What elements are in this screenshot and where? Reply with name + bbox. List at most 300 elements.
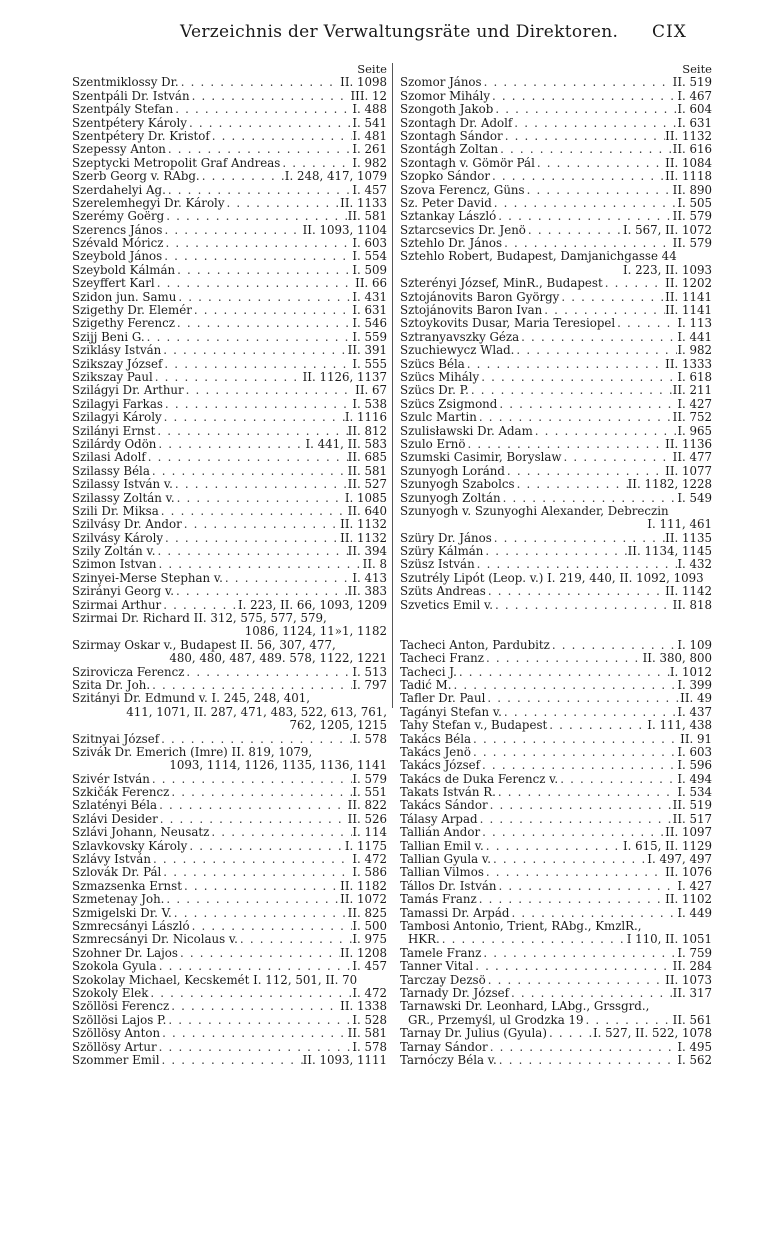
leader-dots — [155, 545, 347, 558]
index-entry — [72, 746, 387, 759]
leader-dots — [484, 866, 665, 879]
entry-page-reference: II. 383 — [347, 585, 387, 599]
entry-page-reference: II. 1142 — [665, 585, 712, 599]
entry-name: Szomor Mihály — [400, 89, 490, 103]
entry-name: Szilvásy Károly — [72, 531, 164, 545]
leader-dots — [146, 451, 348, 464]
entry-name: Tállos Dr. István — [400, 879, 497, 893]
index-entry — [400, 465, 712, 478]
index-entry — [72, 371, 387, 384]
index-entry — [72, 505, 387, 518]
index-entry — [72, 532, 387, 545]
leader-dots — [505, 465, 665, 478]
leader-dots — [173, 103, 352, 116]
entry-page-reference: I. 441 — [677, 330, 712, 344]
section-gap — [400, 625, 712, 638]
entry-page-reference: I. 111, 461 — [647, 518, 712, 532]
leader-dots — [562, 451, 673, 464]
index-entry — [400, 692, 712, 705]
leader-dots — [615, 317, 677, 330]
leader-dots — [162, 411, 345, 424]
index-entry — [72, 384, 387, 397]
entry-page-reference: II. 581 — [347, 1027, 387, 1041]
index-entry — [72, 759, 387, 772]
leader-dots — [163, 532, 340, 545]
leader-dots — [164, 210, 347, 223]
entry-name: Szilagyi Farkas — [72, 397, 163, 411]
index-entry — [400, 933, 712, 946]
leader-dots — [184, 666, 352, 679]
entry-page-reference: II. 1102 — [665, 893, 712, 907]
entry-page-reference: II. 1208 — [340, 946, 387, 960]
leader-dots — [160, 1054, 303, 1067]
leader-dots — [155, 277, 355, 290]
index-entry — [72, 237, 387, 250]
entry-page-reference: I. 603 — [677, 745, 712, 759]
index-entry — [72, 799, 387, 812]
entry-page-reference: I. 578 — [352, 732, 387, 746]
entry-page-reference: II. 616 — [672, 143, 712, 157]
entry-page-reference: I. 527, II. 522, 1078 — [592, 1027, 712, 1041]
entry-page-reference: 480, 480, 487, 489. 578, 1122, 1221 — [169, 652, 387, 666]
leader-dots — [159, 733, 352, 746]
entry-name: Szentmiklossy Dr. — [72, 76, 179, 90]
leader-dots — [486, 974, 665, 987]
entry-page-reference: II. 284 — [672, 960, 712, 974]
right-column — [397, 62, 712, 1067]
entry-name: Szidon jun. Samu — [72, 290, 177, 304]
entry-name: Szunyogh Szabolcs — [400, 478, 515, 492]
entry-name: Szeptycki Metropolit Graf Andreas — [72, 156, 281, 170]
entry-name: Szili Dr. Miksa — [72, 504, 159, 518]
entry-page-reference: II. 527 — [347, 478, 387, 492]
entry-page-reference: I. 472 — [352, 853, 387, 867]
leader-dots — [156, 438, 305, 451]
index-entry — [72, 250, 387, 263]
entry-name: Szüsz István — [400, 558, 475, 572]
entry-name: Tafler Dr. Paul — [400, 692, 486, 706]
leader-dots — [471, 733, 680, 746]
entry-name: Szopko Sándor — [400, 170, 490, 184]
leader-dots — [157, 799, 348, 812]
index-entry — [72, 438, 387, 451]
entry-name: Szulo Ernö — [400, 437, 466, 451]
entry-page-reference: I. 554 — [352, 250, 387, 264]
leader-dots — [161, 599, 238, 612]
index-entry — [400, 451, 712, 464]
entry-page-reference: II. 1126, 1137 — [302, 370, 387, 384]
index-entry — [72, 853, 387, 866]
column-divider — [392, 63, 393, 708]
entry-name: Sztankay László — [400, 210, 497, 224]
index-entry — [400, 1000, 712, 1013]
entry-name: Tamás Franz — [400, 893, 477, 907]
entry-page-reference: I. 559 — [352, 330, 387, 344]
seite-label-right: Seite — [682, 62, 712, 76]
entry-page-reference: I. 472 — [352, 986, 387, 1000]
entry-name: HKR. — [408, 933, 440, 947]
left-entry-list — [72, 76, 387, 1067]
index-entry — [400, 358, 712, 371]
leader-dots — [159, 505, 348, 518]
entry-name: Szivák Dr. Emerich (Imre) II. 819, 1079, — [72, 745, 313, 759]
entry-name: Szlávi Johann, Neusatz — [72, 826, 210, 840]
index-entry — [400, 813, 712, 826]
left-column — [72, 63, 387, 1067]
entry-name: Szirmai Dr. Richard II. 312, 575, 577, 579, — [72, 612, 327, 626]
entry-name: Szirmai Arthur — [72, 598, 162, 612]
leader-dots — [173, 478, 348, 491]
index-entry — [72, 1054, 387, 1067]
entry-page-reference: II. 66 — [355, 277, 387, 291]
index-entry — [72, 1014, 387, 1027]
entry-page-reference: II. 91 — [680, 732, 712, 746]
index-entry — [400, 1041, 712, 1054]
index-entry — [72, 866, 387, 879]
leader-dots — [484, 652, 643, 665]
entry-page-reference: I. 431 — [352, 290, 387, 304]
entry-name: Szokoly Elek — [72, 986, 149, 1000]
entry-page-reference: I. 534 — [677, 786, 712, 800]
entry-name: Szlavkovsky Károly — [72, 839, 188, 853]
leader-dots — [175, 492, 345, 505]
entry-name: Takács Jenö — [400, 745, 471, 759]
index-entry — [400, 572, 712, 585]
entry-name: Szücs Zsigmond — [400, 397, 498, 411]
index-entry — [400, 130, 712, 143]
leader-dots — [477, 893, 665, 906]
index-entry — [72, 451, 387, 464]
leader-dots — [172, 907, 348, 920]
entry-page-reference: II. 1118 — [665, 170, 712, 184]
entry-page-reference: II. 1093, 1104 — [302, 223, 387, 237]
entry-name: Takats István R. — [400, 786, 496, 800]
index-entry — [72, 1000, 387, 1013]
entry-page-reference: II. 1133 — [340, 196, 387, 210]
index-entry — [400, 585, 712, 598]
entry-page-reference: I. 1116 — [344, 411, 387, 425]
leader-dots — [502, 706, 677, 719]
entry-name: Szijj Beni G. — [72, 330, 145, 344]
index-entry — [400, 76, 712, 89]
index-entry — [72, 599, 387, 612]
entry-name: Szerdahelyi Ag. — [72, 183, 166, 197]
index-entry — [72, 773, 387, 786]
entry-page-reference: I. 481 — [352, 129, 387, 143]
entry-page-reference: I. 1012 — [669, 665, 712, 679]
leader-dots — [161, 344, 347, 357]
entry-page-reference: II. 211 — [672, 384, 712, 398]
leader-dots — [475, 558, 678, 571]
entry-name: Szilvásy Dr. Andor — [72, 518, 182, 532]
index-entry — [400, 733, 712, 746]
index-entry — [400, 920, 712, 933]
leader-dots — [485, 692, 680, 705]
index-entry — [400, 237, 712, 250]
entry-page-reference: I. 549 — [677, 491, 712, 505]
leader-dots — [178, 947, 340, 960]
index-entry — [72, 197, 387, 210]
leader-dots — [166, 1014, 352, 1027]
leader-dots — [151, 853, 352, 866]
entry-name: Sztarcsevics Dr. Jenö — [400, 223, 526, 237]
entry-name: Szita Dr. Joh. — [72, 678, 151, 692]
leader-dots — [440, 933, 627, 946]
entry-page-reference: II. 1132 — [665, 129, 712, 143]
index-entry — [72, 317, 387, 330]
index-entry — [400, 639, 712, 652]
leader-dots — [223, 572, 352, 585]
entry-page-reference: I. 1175 — [344, 839, 387, 853]
index-entry — [400, 652, 712, 665]
leader-dots — [603, 277, 665, 290]
index-entry — [400, 558, 712, 571]
index-entry — [72, 826, 387, 839]
entry-page-reference: II. 1135 — [665, 531, 712, 545]
index-entry — [400, 344, 712, 357]
entry-page-reference: II. 1333 — [665, 357, 712, 371]
entry-page-reference: II. 1093, 1111 — [302, 1053, 387, 1067]
index-entry — [72, 210, 387, 223]
index-entry — [400, 170, 712, 183]
index-entry — [400, 304, 712, 317]
entry-name: Szulc Martin — [400, 411, 477, 425]
entry-page-reference: II. 1098 — [340, 76, 387, 90]
entry-name: Szulisławski Dr. Adam — [400, 424, 533, 438]
entry-name: Szüts Andreas — [400, 585, 486, 599]
leader-dots — [584, 1014, 673, 1027]
leader-dots — [163, 398, 352, 411]
entry-name: Tarnady Dr. József — [400, 986, 509, 1000]
entry-name: Szunyogh Zoltán — [400, 491, 501, 505]
entry-page-reference: II. 1338 — [340, 1000, 387, 1014]
seite-label-left: Seite — [357, 62, 387, 76]
leader-dots — [547, 1027, 593, 1040]
entry-page-reference: II. 526 — [347, 812, 387, 826]
index-entry — [72, 947, 387, 960]
leader-dots — [497, 398, 677, 411]
entry-name: Szitnyai József — [72, 732, 160, 746]
entry-page-reference: I. 457 — [352, 960, 387, 974]
entry-name: Sztojánovits Baron György — [400, 290, 560, 304]
index-entry — [72, 960, 387, 973]
entry-name: Szerémy Goërg — [72, 210, 165, 224]
index-entry — [72, 130, 387, 143]
index-entry — [72, 492, 387, 505]
index-entry — [72, 411, 387, 424]
entry-name: Tallián Andor — [400, 826, 481, 840]
entry-name: Szkičák Ferencz — [72, 786, 170, 800]
leader-dots — [176, 291, 352, 304]
index-entry — [72, 170, 387, 183]
entry-page-reference: II. 1182 — [340, 879, 387, 893]
entry-page-reference: II. 1134, 1145 — [627, 545, 712, 559]
leader-dots — [162, 358, 352, 371]
leader-dots — [492, 532, 665, 545]
index-entry — [400, 250, 712, 263]
entry-page-reference: II. 1141 — [665, 304, 712, 318]
entry-page-reference: I. 109 — [677, 638, 712, 652]
entry-name: Szüry Dr. János — [400, 531, 492, 545]
index-entry — [72, 184, 387, 197]
entry-name: Takács Sándor — [400, 799, 488, 813]
entry-name: Szunyogh Loránd — [400, 464, 505, 478]
leader-dots — [503, 130, 665, 143]
entry-name: Sztoykovits Dusar, Maria Teresiopel — [400, 317, 616, 331]
leader-dots — [526, 224, 623, 237]
entry-page-reference: I. 759 — [677, 946, 712, 960]
leader-dots — [479, 371, 677, 384]
leader-dots — [509, 987, 673, 1000]
index-entry — [72, 880, 387, 893]
index-entry — [400, 786, 712, 799]
leader-dots — [558, 773, 677, 786]
entry-page-reference: I. 631 — [677, 116, 712, 130]
leader-dots — [465, 438, 665, 451]
entry-name: Szentpétery Dr. Kristof — [72, 129, 210, 143]
index-entry — [400, 438, 712, 451]
leader-dots — [478, 813, 673, 826]
leader-dots — [525, 184, 673, 197]
leader-dots — [491, 853, 647, 866]
entry-page-reference: II. 317 — [672, 986, 712, 1000]
entry-name: Szutrély Lipót (Leop. v.) I. 219, 440, II. 1092, 1093 — [400, 571, 704, 585]
entry-name: Szokola Gyula — [72, 960, 157, 974]
entry-page-reference: III. 12 — [350, 89, 387, 103]
entry-name: Szongoth Jakob — [400, 103, 494, 117]
right-t-entry-list — [400, 639, 712, 1068]
entry-name: Szontagh Dr. Adolf — [400, 116, 513, 130]
index-entry — [400, 746, 712, 759]
index-entry — [400, 840, 712, 853]
index-entry — [400, 947, 712, 960]
entry-name: Tacheci Franz — [400, 652, 484, 666]
entry-name: Szontágh Zoltan — [400, 143, 499, 157]
entry-page-reference: II. 822 — [347, 799, 387, 813]
entry-name: Szévald Móricz — [72, 237, 164, 251]
entry-page-reference: II. 519 — [672, 76, 712, 90]
index-entry — [400, 866, 712, 879]
entry-page-reference: I. 432 — [677, 558, 712, 572]
index-entry — [400, 411, 712, 424]
leader-dots — [488, 1041, 678, 1054]
entry-page-reference: I. 615, II. 1129 — [622, 839, 712, 853]
index-entry — [400, 224, 712, 237]
leader-dots — [175, 317, 352, 330]
index-entry — [400, 117, 712, 130]
entry-name: Szerelemhegyi Dr. Károly — [72, 196, 225, 210]
entry-page-reference: I. 513 — [352, 665, 387, 679]
leader-dots — [493, 599, 673, 612]
index-entry — [72, 398, 387, 411]
leader-dots — [473, 960, 672, 973]
leader-dots — [469, 384, 673, 397]
entry-name: Szommer Emil — [72, 1053, 160, 1067]
leader-dots — [471, 746, 677, 759]
leader-dots — [187, 840, 344, 853]
entry-page-reference: I. 500 — [352, 920, 387, 933]
entry-name: Szomor János — [400, 76, 482, 90]
leader-dots — [161, 866, 352, 879]
entry-page-reference: I. 427 — [677, 879, 712, 893]
entry-name: Szepessy Anton — [72, 143, 166, 157]
leader-dots — [457, 666, 670, 679]
leader-dots — [148, 987, 352, 1000]
entry-page-reference: I. 551 — [352, 786, 387, 800]
entry-name: Szilárdy Ödön — [72, 437, 157, 451]
index-entry — [400, 974, 712, 987]
entry-name: Szivér István — [72, 772, 150, 786]
entry-name: Szikszay Paul — [72, 370, 153, 384]
index-entry — [72, 840, 387, 853]
leader-dots — [490, 170, 665, 183]
index-entry — [72, 331, 387, 344]
entry-page-reference: I. 113 — [677, 317, 712, 331]
index-entry — [400, 384, 712, 397]
leader-dots — [493, 103, 677, 116]
entry-page-reference: I. 488 — [352, 103, 387, 117]
leader-dots — [533, 425, 678, 438]
entry-name: Szohner Dr. Lajos — [72, 946, 178, 960]
index-entry — [400, 371, 712, 384]
entry-page-reference: II. 579 — [672, 237, 712, 251]
leader-dots — [210, 130, 353, 143]
index-entry — [72, 518, 387, 531]
entry-name: Szerencs János — [72, 223, 163, 237]
leader-dots — [498, 143, 673, 156]
index-entry — [72, 103, 387, 116]
index-entry — [72, 666, 387, 679]
entry-name: Szuchiewycz Wlad. — [400, 344, 515, 358]
entry-name: Szeybold János — [72, 250, 163, 264]
entry-page-reference: I. 437 — [677, 705, 712, 719]
entry-page-reference: I. 555 — [352, 357, 387, 371]
index-entry — [400, 532, 712, 545]
entry-name: Szöllösi Lajos P. — [72, 1013, 167, 1027]
index-entry — [400, 545, 712, 558]
leader-dots — [452, 679, 678, 692]
entry-page-reference: II. 1076 — [665, 866, 712, 880]
entry-page-reference: I. 603 — [352, 237, 387, 251]
leader-dots — [166, 143, 352, 156]
entry-name: Szvetics Emil v. — [400, 598, 493, 612]
entry-name: Sztojánovits Baron Ivan — [400, 304, 543, 318]
entry-page-reference: I. 509 — [352, 263, 387, 277]
leader-dots — [482, 76, 673, 89]
entry-page-reference: I. 494 — [677, 772, 712, 786]
entry-name: Tarnóczy Béla v. — [400, 1053, 497, 1067]
index-entry — [400, 719, 712, 732]
entry-name: Szikszay József — [72, 357, 163, 371]
entry-page-reference: II. 581 — [347, 210, 387, 224]
index-entry — [400, 157, 712, 170]
entry-name: Szontagh Sándor — [400, 129, 503, 143]
entry-page-reference: II. 640 — [347, 504, 387, 518]
entry-page-reference: II. 1182, 1228 — [627, 478, 712, 492]
index-entry — [72, 558, 387, 571]
entry-name: Tacheci J. — [400, 665, 457, 679]
entry-page-reference: I. 497, 497 — [647, 853, 712, 867]
entry-name: Szilassy Béla — [72, 464, 150, 478]
entry-name: Szokolay Michael, Kecskemét I. 112, 501, II. 70 — [72, 973, 358, 987]
index-entry — [400, 291, 712, 304]
index-entry — [400, 1054, 712, 1067]
leader-dots — [200, 170, 285, 183]
index-entry — [400, 184, 712, 197]
entry-page-reference: I. 1085 — [344, 491, 387, 505]
leader-dots — [480, 759, 677, 772]
entry-page-reference: II. 890 — [672, 183, 712, 197]
